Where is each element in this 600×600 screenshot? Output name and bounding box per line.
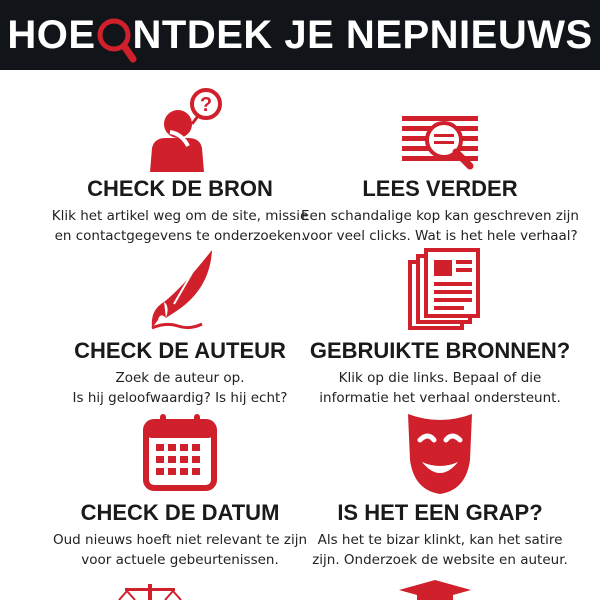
card-gebruikte-bronnen (295, 248, 585, 408)
quill-icon (130, 248, 230, 334)
desc-line-1: Oud nieuws hoeft niet relevant te zijn (52, 532, 308, 548)
content-grid (0, 70, 600, 600)
title-part-1: HOE (7, 12, 96, 57)
desc-line-1: Als het te bizar klinkt, kan het satire (317, 532, 563, 548)
desc-lees-verder (295, 206, 585, 246)
heading-check-datum: CHECK DE DATUM (80, 500, 280, 525)
heading-check-bron: CHECK DE BRON (87, 176, 273, 201)
card-check-datum (35, 410, 325, 570)
card-check-bron (35, 86, 325, 246)
heading-check-auteur: CHECK DE AUTEUR (74, 338, 286, 363)
svg-text:?: ? (199, 94, 213, 116)
calendar-icon (130, 410, 230, 496)
desc-line-2: informatie het verhaal ondersteunt. (319, 390, 561, 406)
person-question-icon (130, 86, 230, 172)
card-check-auteur (35, 248, 325, 408)
card-lees-verder (295, 86, 585, 246)
page-title (0, 0, 600, 70)
heading-lees-verder: LEES VERDER (362, 176, 518, 201)
desc-line-2: Is hij geloofwaardig? Is hij echt? (72, 390, 288, 406)
desc-line-1: Klik het artikel weg om de site, missie (51, 208, 309, 224)
title-part-2: NTDEK JE NEPNIEUWS (132, 12, 593, 57)
card-is-het-een-grap (295, 410, 585, 570)
lines-magnifier-icon (390, 86, 490, 172)
desc-line-1: Zoek de auteur op. (115, 370, 245, 386)
scales-icon-partial (115, 578, 185, 600)
graduation-cap-icon-partial (395, 578, 475, 600)
desc-check-auteur (35, 368, 325, 408)
desc-line-1: Klik op die links. Bepaal of die (338, 370, 542, 386)
desc-line-2: voor actuele gebeurtenissen. (81, 552, 279, 568)
desc-line-2: voor veel clicks. Wat is het hele verhaal? (302, 228, 578, 244)
comedy-mask-icon (390, 410, 490, 496)
heading-gebruikte-bronnen: GEBRUIKTE BRONNEN? (309, 338, 571, 363)
desc-check-datum (35, 530, 325, 570)
magnifier-o-icon (98, 15, 132, 55)
heading-is-het-een-grap: IS HET EEN GRAP? (337, 500, 543, 525)
desc-line-2: zijn. Onderzoek de website en auteur. (312, 552, 568, 568)
desc-is-het-een-grap (295, 530, 585, 570)
desc-line-2: en contactgegevens te onderzoeken. (54, 228, 306, 244)
desc-gebruikte-bronnen (295, 368, 585, 408)
header-bar (0, 0, 600, 70)
desc-line-1: Een schandalige kop kan geschreven zijn (301, 208, 579, 224)
documents-icon (390, 248, 490, 334)
desc-check-bron (35, 206, 325, 246)
